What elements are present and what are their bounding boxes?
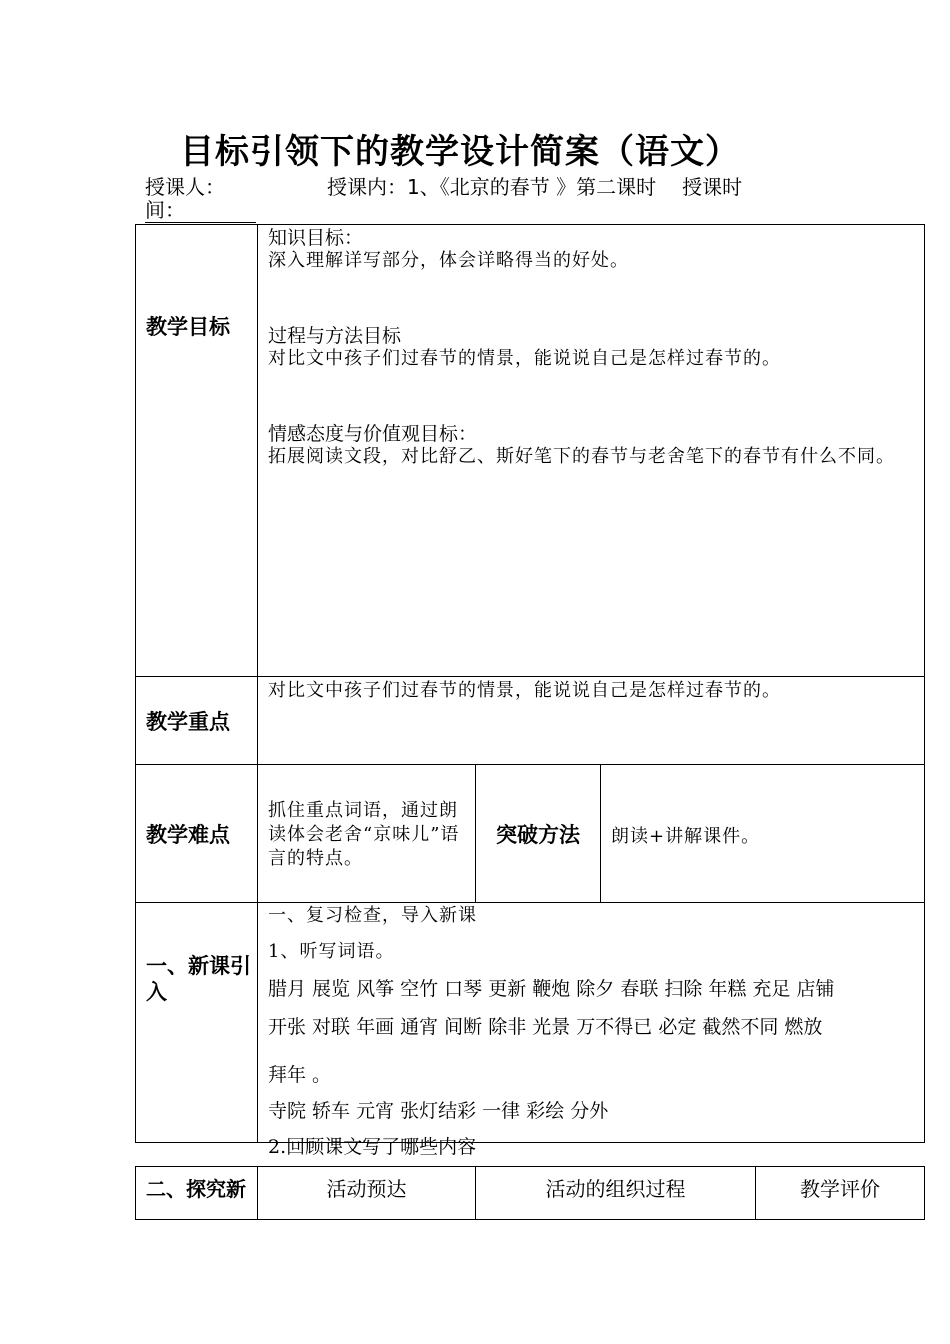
difficulty-text: 抓住重点词语，通过朗读体会老舍“京味儿”语言的特点。: [258, 765, 476, 903]
objectives-row: [136, 225, 925, 677]
words-line2: 开张 对联 年画 通宵 间断 除非 光景 万不得已 必定 截然不同 燃放: [268, 1016, 823, 1038]
method-head: 突破方法: [476, 765, 601, 903]
intro-cell: [258, 903, 925, 1158]
emotion-text: 拓展阅读文段，对比舒乙、斯好笔下的春节与老舍笔下的春节有什么不同。: [268, 446, 895, 467]
knowledge-title: 知识目标：: [268, 227, 364, 249]
key-point-head: 教学重点: [136, 677, 258, 765]
explore-head: 二、探究新: [136, 1167, 258, 1220]
objectives-head: 教学目标: [136, 225, 258, 677]
explore-col-activity: 活动预达: [258, 1167, 476, 1220]
lesson-meta: [145, 176, 825, 222]
difficulty-row: [136, 765, 925, 903]
explore-table: [135, 1166, 925, 1220]
words-line1: 腊月 展览 风筝 空竹 口琴 更新 鞭炮 除夕 春联 扫除 年糕 充足 店铺: [268, 978, 835, 1000]
emotion-title: 情感态度与价值观目标：: [268, 423, 478, 445]
intro-line2: 1、听写词语。: [268, 941, 395, 962]
time-label-cont: 间：: [145, 198, 185, 222]
method-text: 朗读+讲解课件。: [601, 765, 925, 903]
content-label: 授课内：1、《北京的春节 》第二课时: [327, 175, 657, 199]
process-text: 对比文中孩子们过春节的情景，能说说自己是怎样过春节的。: [268, 348, 781, 369]
difficulty-head: 教学难点: [136, 765, 258, 903]
explore-col-process: 活动的组织过程: [476, 1167, 756, 1220]
lesson-plan-table: [135, 224, 925, 1158]
words-line3: 拜年 。: [268, 1064, 332, 1086]
document-title: 目标引领下的教学设计简案（语文）: [180, 132, 740, 172]
objectives-cell: [258, 225, 925, 677]
words-line5: 2.回顾课文写了哪些内容: [268, 1136, 477, 1158]
key-point-text: 对比文中孩子们过春节的情景，能说说自己是怎样过春节的。: [258, 677, 925, 765]
explore-header-row: [136, 1167, 925, 1220]
intro-head: 一、新课引入: [136, 903, 258, 1143]
teacher-label: 授课人：: [145, 175, 225, 199]
knowledge-text: 深入理解详写部分，体会详略得当的好处。: [268, 250, 629, 271]
intro-content: [268, 903, 918, 1158]
process-title: 过程与方法目标: [268, 325, 402, 347]
intro-line1: 一、复习检查，导入新课: [268, 905, 477, 926]
intro-row: [136, 903, 925, 1143]
meta-underline: [145, 222, 256, 223]
explore-col-evaluation: 教学评价: [756, 1167, 925, 1220]
words-line4: 寺院 轿车 元宵 张灯结彩 一律 彩绘 分外: [268, 1100, 609, 1122]
key-point-row: [136, 677, 925, 765]
time-label: 授课时: [682, 175, 743, 199]
